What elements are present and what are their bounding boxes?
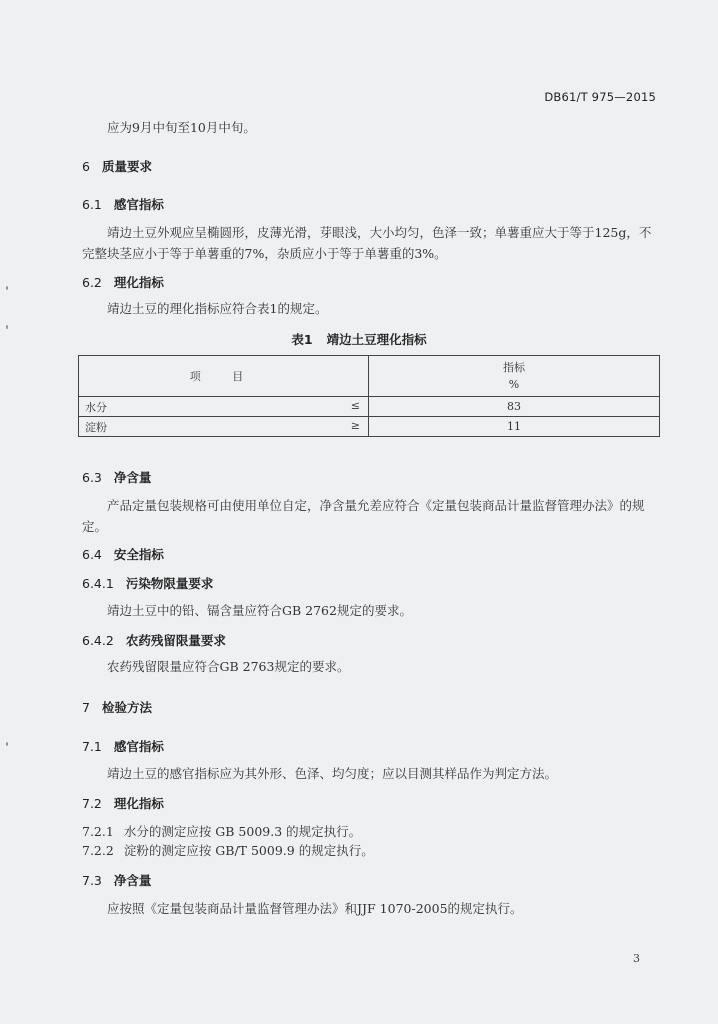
section-title: 检验方法 xyxy=(101,700,152,715)
scan-mark xyxy=(6,742,8,746)
clause-7-2-1 xyxy=(82,822,361,840)
section-number: 6.4 xyxy=(82,547,102,562)
section-title: 理化指标 xyxy=(113,796,164,811)
section-number: 6.1 xyxy=(82,197,102,212)
section-number: 7.1 xyxy=(82,739,102,754)
section-6-2-text: 靖边土豆的理化指标应符合表1的规定。 xyxy=(107,301,328,316)
clause-text: 水分的测定应按 GB 5009.3 的规定执行。 xyxy=(123,824,362,839)
section-title: 感官指标 xyxy=(113,739,164,754)
clause-number: 7.2.1 xyxy=(82,824,114,839)
section-title: 农药残留限量要求 xyxy=(125,633,226,648)
comparison-symbol: ≥ xyxy=(350,419,360,432)
section-title: 感官指标 xyxy=(113,197,164,212)
section-number: 6.2 xyxy=(82,275,102,290)
row-name: 淀粉 xyxy=(85,420,107,434)
section-number: 6.4.1 xyxy=(82,576,114,591)
indicator-label: 指标 xyxy=(503,361,525,374)
section-number: 7.2 xyxy=(82,796,102,811)
comparison-symbol: ≤ xyxy=(350,399,360,412)
standard-code: DB61/T 975—2015 xyxy=(544,90,656,104)
section-7-3-heading xyxy=(82,871,151,889)
section-7-3-text: 应按照《定量包装商品计量监督管理办法》和JJF 1070-2005的规定执行。 xyxy=(107,901,523,916)
row-name-cell xyxy=(79,397,369,417)
row-value: 11 xyxy=(369,417,660,437)
clause-7-2-2 xyxy=(82,841,374,859)
section-6-heading xyxy=(82,157,152,175)
section-6-2-heading xyxy=(82,273,164,291)
row-value: 83 xyxy=(369,397,660,417)
indicator-unit: % xyxy=(508,378,520,391)
section-title: 净含量 xyxy=(113,873,152,888)
section-7-1-text: 靖边土豆的感官指标应为其外形、色泽、均匀度；应以目测其样品作为判定方法。 xyxy=(107,766,558,781)
table-number: 表1 xyxy=(291,332,313,347)
column-header-indicator xyxy=(369,356,660,397)
section-title: 净含量 xyxy=(113,470,152,485)
section-7-heading xyxy=(82,698,152,716)
table-caption xyxy=(0,330,718,348)
section-number: 7 xyxy=(82,700,90,715)
section-number: 6.3 xyxy=(82,470,102,485)
section-number: 6.4.2 xyxy=(82,633,114,648)
row-name-cell xyxy=(79,417,369,437)
section-7-2-heading xyxy=(82,794,164,812)
page-number: 3 xyxy=(633,952,640,965)
section-number: 7.3 xyxy=(82,873,102,888)
scan-mark xyxy=(6,325,8,329)
column-header-item: 项 目 xyxy=(79,356,369,397)
table-title: 靖边土豆理化指标 xyxy=(326,332,427,347)
row-name: 水分 xyxy=(85,400,107,414)
section-title: 质量要求 xyxy=(101,159,152,174)
table-header-row xyxy=(79,356,660,397)
section-6-4-2-heading xyxy=(82,631,226,649)
section-6-4-1-heading xyxy=(82,574,213,592)
section-6-4-heading xyxy=(82,545,164,563)
clause-number: 7.2.2 xyxy=(82,843,114,858)
section-6-3-heading xyxy=(82,468,151,486)
continued-paragraph: 应为9月中旬至10月中旬。 xyxy=(107,120,256,135)
section-title: 理化指标 xyxy=(113,275,164,290)
section-title: 污染物限量要求 xyxy=(125,576,214,591)
section-6-1-heading xyxy=(82,195,164,213)
section-6-3-text: 产品定量包装规格可由使用单位自定，净含量允差应符合《定量包装商品计量监督管理办法》的规定。 xyxy=(82,498,645,534)
physicochemical-table xyxy=(78,355,660,437)
section-number: 6 xyxy=(82,159,90,174)
section-7-1-heading xyxy=(82,737,164,755)
table-row xyxy=(79,417,660,437)
table-row xyxy=(79,397,660,417)
scan-mark xyxy=(6,286,8,290)
section-6-1-text: 靖边土豆外观应呈椭圆形，皮薄光滑，芽眼浅，大小均匀，色泽一致；单薯重应大于等于125g，不完整块茎应小于等于单薯重的7%，杂质应小于等于单薯重的3%。 xyxy=(82,225,652,261)
section-title: 安全指标 xyxy=(113,547,164,562)
section-6-4-1-text: 靖边土豆中的铅、镉含量应符合GB 2762规定的要求。 xyxy=(107,603,412,618)
clause-text: 淀粉的测定应按 GB/T 5009.9 的规定执行。 xyxy=(123,843,374,858)
section-6-4-2-text: 农药残留限量应符合GB 2763规定的要求。 xyxy=(107,659,350,674)
